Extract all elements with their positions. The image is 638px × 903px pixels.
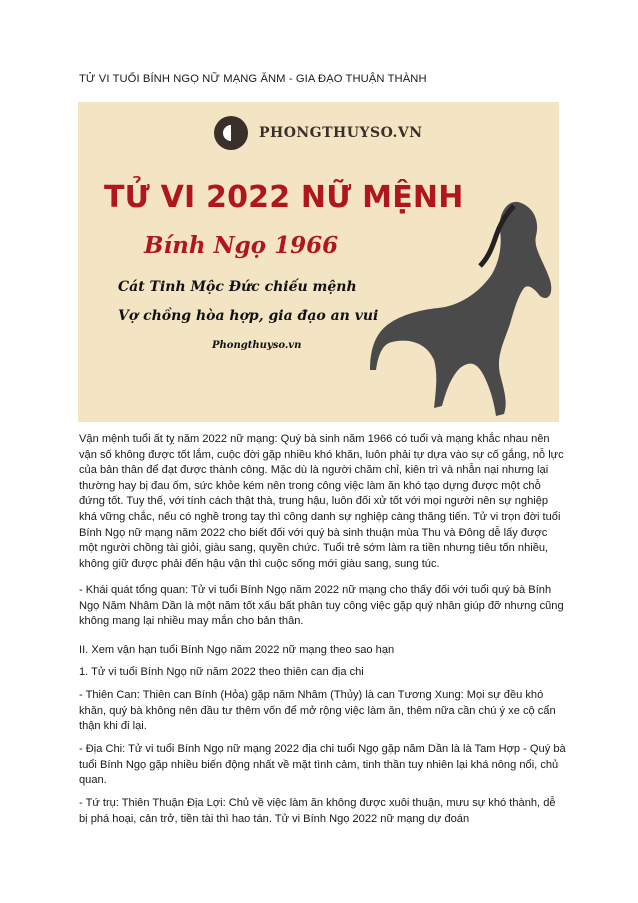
banner-line-2: Vợ chồng hòa hợp, gia đạo an vui bbox=[118, 308, 379, 324]
paragraph-tu-tru: - Tứ trụ: Thiên Thuận Địa Lợi: Chủ về việc làm ăn không được xuôi thuận, mưu sự khó thành, dễ bị phá hoại, cản trở, tiền tài thì hao tán. Tử vi Bính Ngọ 2022 nữ mạng dự đoán bbox=[79, 797, 556, 825]
banner-subtitle: Bính Ngọ 1966 bbox=[144, 232, 339, 259]
section-heading: II. Xem vận hạn tuổi Bính Ngọ năm 2022 nữ mạng theo sao hạn bbox=[79, 644, 395, 656]
document-title: TỬ VI TUỔI BÍNH NGỌ NỮ MẠNG ĂNM - GIA ĐẠO THUẬN THÀNH bbox=[79, 73, 427, 85]
brand-name: PHONGTHUYSO.VN bbox=[258, 125, 423, 141]
horse-illustration-icon bbox=[368, 192, 558, 422]
banner-background bbox=[78, 102, 559, 422]
banner-line-1: Cát Tinh Mộc Đức chiếu mệnh bbox=[118, 279, 357, 295]
horse-body bbox=[370, 202, 551, 416]
banner-image bbox=[78, 102, 559, 422]
subsection-heading: 1. Tử vi tuổi Bính Ngọ nữ năm 2022 theo thiên can địa chi bbox=[79, 666, 364, 678]
brand-header bbox=[78, 116, 559, 150]
paragraph-summary: - Khái quát tổng quan: Tử vi tuổi Bính Ngọ năm 2022 nữ mạng cho thấy đối với tuổi quý bà Bính Ngọ Năm Nhâm Dần là một năm tốt xấu bất phân tuy công việc gặp quý nhân giúp đỡ nhưng cũng không mang lại nhiều may mắn cho bản thân. bbox=[79, 584, 564, 628]
banner-headline: TỬ VI 2022 NỮ MỆNH bbox=[104, 180, 464, 215]
paragraph-dia-chi: - Địa Chi: Tử vi tuổi Bính Ngọ nữ mạng 2022 địa chi tuổi Ngọ gặp năm Dần là là Tam Hợp - Quý bà tuổi Bính Ngọ gặp nhiều biến động nhất về mặt tình cảm, tinh thần tuy nhiên lại khá nông nổi, chủ quan. bbox=[79, 743, 566, 787]
yin-yang-logo-icon bbox=[214, 116, 248, 150]
paragraph-overview: Vận mệnh tuổi ất tỵ năm 2022 nữ mạng: Quý bà sinh năm 1966 có tuổi và mạng khắc nhau nên vận số không được tốt lắm, cuộc đời gặp nhiều khó khăn, luôn phải tự dựa vào sự cố gắng, nỗ lực của bản thân để đạt được thành công. Mặc dù là người chăm chỉ, kiên trì và nhẫn nại nhưng lại thường hay bị đau ốm, sức khỏe kém nên trong công việc làm ăn khó tạo dựng được một chỗ đứng tốt. Tuy thế, với tính cách thật thà, trung hậu, luôn đối xử tốt với mọi người nên sự nghiệp khá vững chắc, nếu có nghề trong tay thì công danh sự nghiệp càng thăng tiến. Tử vi trọn đời tuổi Bính Ngọ nữ mạng năm 2022 cho biết đối với quý bà sinh thuận mùa Thu và Đông dễ lấy được một người chồng tài giỏi, giàu sang, quyền chức. Tuổi trẻ sớm làm ra tiền nhưng tiêu tốn nhiều, không giữ được phải đến hậu vận thì cuộc sống mới giàu sang, sung túc. bbox=[79, 433, 564, 570]
paragraph-thien-can: - Thiên Can: Thiên can Bính (Hỏa) gặp năm Nhâm (Thủy) là can Tương Xung: Mọi sự đều khó khăn, quý bà không nên đầu tư thêm vốn để mở rộng việc làm ăn, thêm nữa cần chú ý xe cộ cẩn thận khi đi lại. bbox=[79, 689, 556, 733]
banner-site: Phongthuyso.vn bbox=[212, 340, 302, 351]
